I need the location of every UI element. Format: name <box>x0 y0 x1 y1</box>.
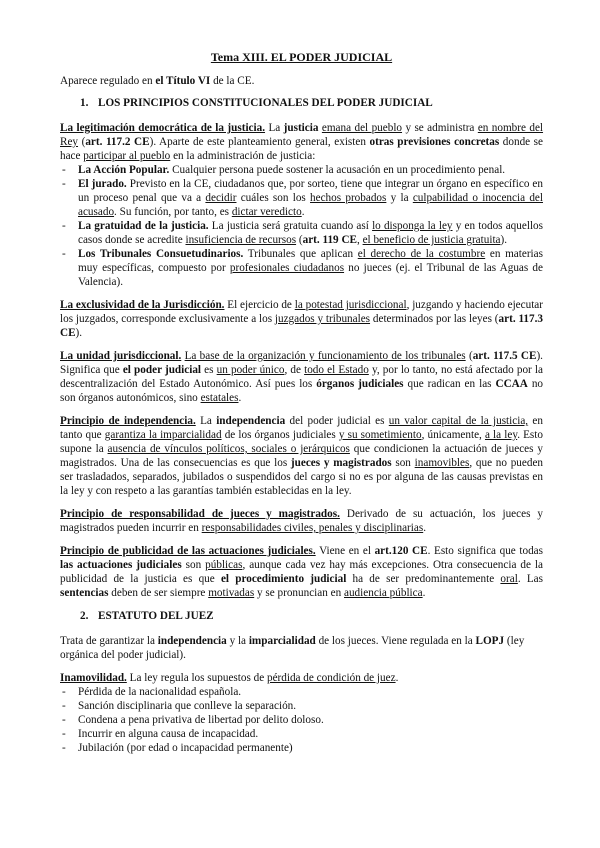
underlined-text: audiencia pública <box>344 587 423 599</box>
text: La justicia será gratuita cuando así <box>208 220 373 232</box>
text: ha de ser predominantemente <box>346 573 501 585</box>
underlined-text: ausencia de vínculos políticos, sociales o jerárquicos <box>107 443 350 455</box>
section-number: 2. <box>80 610 89 622</box>
underlined-text: juzgados y tribunales <box>274 313 371 325</box>
bold-text: las actuaciones judiciales <box>60 559 182 571</box>
bullet-dash: - <box>62 714 66 726</box>
text: , juzgando y haciendo ejecutar los juzgados, corresponde exclusivamente a los <box>60 299 544 325</box>
text: en tanto que <box>60 415 543 441</box>
underlined-text: motivadas <box>208 587 255 599</box>
inamovilidad-list <box>60 685 543 755</box>
underlined-text: decidir <box>205 192 237 204</box>
list-item <box>60 713 543 727</box>
list-item-heading: El jurado. <box>78 178 127 190</box>
text: y se administra <box>402 122 478 134</box>
bold-text: art. 117.5 CE <box>472 350 537 362</box>
text: ). <box>75 327 83 339</box>
underlined-text: La base de la organización y funcionamiento de los tribunales <box>184 350 466 362</box>
paragraph-heading: Principio de publicidad de las actuaciones judiciales. <box>60 545 316 557</box>
bullet-dash: - <box>62 728 66 740</box>
paragraph-responsabilidad <box>60 507 543 535</box>
text: La ley regula los supuestos de <box>126 672 267 684</box>
underlined-text: culpabilidad o inocencia del acusado <box>78 192 543 218</box>
underlined-text: hechos probados <box>310 192 387 204</box>
text: ( <box>465 350 473 362</box>
bold-text: independencia <box>216 415 286 427</box>
bold-text: CCAA <box>495 378 528 390</box>
text: donde se hace <box>60 136 543 162</box>
bold-text: jueces y magistrados <box>290 457 392 469</box>
list-item <box>60 685 543 699</box>
underlined-text: un poder único <box>216 364 285 376</box>
document-page <box>60 44 543 764</box>
text: del poder judicial es <box>285 415 389 427</box>
underlined-text: insuficiencia de recursos <box>185 234 297 246</box>
text: . Esto supone la <box>60 429 543 455</box>
paragraph-heading: La legitimación democrática de la justicia. <box>60 122 266 134</box>
bold-text: el procedimiento judicial <box>220 573 347 585</box>
bold-text: independencia <box>157 635 227 647</box>
text: La <box>195 415 217 427</box>
list-item-heading: La Acción Popular. <box>78 164 170 176</box>
list-item-accion-popular <box>60 163 543 177</box>
paragraph-heading: Principio de responsabilidad de jueces y magistrados. <box>60 508 340 520</box>
bullet-dash: - <box>62 164 66 176</box>
underlined-text: dictar veredicto <box>231 206 302 218</box>
bold-text: órganos judiciales <box>316 378 404 390</box>
text: Tribunales que aplican <box>243 248 358 260</box>
list-item-gratuidad <box>60 219 543 247</box>
text: Viene en el <box>315 545 375 557</box>
text: . Esto significa que todas <box>427 545 543 557</box>
text: en materias muy específicas, compuesto por <box>78 248 543 274</box>
list-item-text: Pérdida de la nacionalidad española. <box>78 686 242 698</box>
paragraph-independencia <box>60 414 543 498</box>
page-title: Tema XIII. EL PODER JUDICIAL <box>210 50 393 64</box>
text: Trata de garantizar la <box>60 635 158 647</box>
bullet-dash: - <box>62 248 66 260</box>
bold-text: el poder judicial <box>122 364 202 376</box>
list-item-tribunales <box>60 247 543 289</box>
bold-text: otras previsiones concretas <box>369 136 500 148</box>
text: ( <box>78 136 86 148</box>
underlined-text: garantiza la imparcialidad <box>104 429 222 441</box>
intro-text: Aparece regulado en <box>60 75 156 87</box>
list-item-text: Jubilación (por edad o incapacidad permanente) <box>78 742 293 754</box>
list-item-jurado <box>60 177 543 219</box>
underlined-text: un valor capital de la justicia, <box>388 415 529 427</box>
paragraph-publicidad <box>60 544 543 600</box>
text: , aunque cada vez hay más excepciones. Otra consecuencia de la publicidad de la justicia es que <box>60 559 543 585</box>
text: El ejercicio de <box>224 299 295 311</box>
text: . <box>423 522 426 534</box>
underlined-text: la potestad jurisdiccional <box>294 299 407 311</box>
list-item <box>60 699 543 713</box>
paragraph-inamovilidad <box>60 671 543 685</box>
text: La <box>265 122 284 134</box>
underlined-text: el beneficio de justicia gratuita <box>362 234 501 246</box>
text: no son órganos autonómicos, sino <box>60 378 544 404</box>
underlined-text: responsabilidades civiles, penales y disciplinarias <box>201 522 424 534</box>
paragraph-unidad <box>60 349 543 405</box>
paragraph-exclusividad <box>60 298 543 340</box>
paragraph-legitimacion <box>60 121 543 163</box>
text: . <box>238 392 242 404</box>
section-heading-estatuto <box>80 609 543 623</box>
list-item <box>60 741 543 755</box>
underlined-text: profesionales ciudadanos <box>229 262 345 274</box>
bold-text: art.120 CE <box>374 545 428 557</box>
underlined-text: estatales <box>200 392 239 404</box>
underlined-text: lo disponga la ley <box>372 220 453 232</box>
text: ). Significa que <box>60 350 543 376</box>
text: , que no pueden ser trasladados, separados, jubilados o suspendidos del cargo si no es por alguna de las causas previstas en la ley y con respeto a las garantías también establecidas en la ley. <box>60 457 544 497</box>
text: , de <box>284 364 305 376</box>
text: es <box>201 364 217 376</box>
text: , <box>357 234 363 246</box>
text: . Su función, por tanto, es <box>114 206 232 218</box>
text: en la administración de justicia: <box>170 150 316 162</box>
list-item-text: Sanción disciplinaria que conlleve la separación. <box>78 700 297 712</box>
text: , únicamente, <box>421 429 485 441</box>
text: Cualquier persona puede sostener la acusación en un procedimiento penal. <box>169 164 506 176</box>
intro-text-end: de la CE. <box>210 75 255 87</box>
section-heading-principios <box>80 96 543 110</box>
list-item-text: Incurrir en alguna causa de incapacidad. <box>78 728 259 740</box>
text: y la <box>386 192 413 204</box>
text: son <box>181 559 206 571</box>
text: ( <box>296 234 303 246</box>
text: determinados por las leyes ( <box>370 313 499 325</box>
bullet-dash: - <box>62 686 66 698</box>
bullet-dash: - <box>62 178 66 190</box>
text: de los jueces. Viene regulada en la <box>315 635 476 647</box>
text: y, por lo tanto, no está afectado por la descentralización del Estado Autonómico. Así pues los <box>60 364 544 390</box>
intro-paragraph <box>60 74 543 88</box>
underlined-text: a la ley <box>484 429 518 441</box>
list-item-heading: La gratuidad de la justicia. <box>78 220 209 232</box>
text: ). Aparte de este planteamiento general, existen <box>149 136 370 148</box>
underlined-text: y su sometimiento <box>338 429 422 441</box>
text: . <box>422 587 426 599</box>
underlined-text: inamovibles <box>414 457 470 469</box>
bold-text: sentencias <box>60 587 109 599</box>
text: (ley orgánica del poder judicial). <box>60 635 525 661</box>
text: ). <box>500 234 508 246</box>
section-title: LOS PRINCIPIOS CONSTITUCIONALES DEL PODER JUDICIAL <box>98 97 433 109</box>
list-item <box>60 727 543 741</box>
section-number: 1. <box>80 97 89 109</box>
text: deben de ser siempre <box>108 587 209 599</box>
bold-text: art. 119 CE <box>302 234 357 246</box>
text: . <box>395 672 399 684</box>
text: que radican en las <box>403 378 496 390</box>
text: . Las <box>517 573 543 585</box>
text: y la <box>226 635 249 647</box>
text: Derivado de su actuación, los jueces y magistrados pueden incurrir en <box>60 508 543 534</box>
bullet-dash: - <box>62 742 66 754</box>
underlined-text: en nombre del Rey <box>60 122 544 148</box>
text: . <box>301 206 305 218</box>
bullet-dash: - <box>62 700 66 712</box>
paragraph-heading: Principio de independencia. <box>60 415 196 427</box>
text: de los órganos judiciales <box>221 429 339 441</box>
bold-text: art. 117.3 CE <box>60 313 543 339</box>
text: no jueces (ej. el Tribunal de las Aguas de Valencia). <box>78 262 543 288</box>
text: y se pronuncian en <box>254 587 344 599</box>
section-title: ESTATUTO DEL JUEZ <box>98 610 214 622</box>
underlined-text: públicas <box>205 559 243 571</box>
bold-text: LOPJ <box>475 635 505 647</box>
bullet-dash: - <box>62 220 66 232</box>
text: Previsto en la CE, ciudadanos que, por sorteo, tiene que integrar un órgano en específico en un proceso penal que va a <box>78 178 543 204</box>
underlined-text: el derecho de la costumbre <box>357 248 486 260</box>
text: y en todos aquellos casos donde se acredite <box>78 220 544 246</box>
list-item-text: Condena a pena privativa de libertad por delito doloso. <box>78 714 324 726</box>
paragraph-heading: Inamovilidad. <box>60 672 127 684</box>
intro-bold: el Título VI <box>155 75 211 87</box>
bold-text: justicia <box>283 122 319 134</box>
paragraph-heading: La unidad jurisdiccional. <box>60 350 182 362</box>
legitimacion-list <box>60 163 543 289</box>
bold-text: art. 117.2 CE <box>85 136 150 148</box>
list-item-heading: Los Tribunales Consuetudinarios. <box>78 248 244 260</box>
paragraph-estatuto <box>60 634 543 662</box>
underlined-text: participar al pueblo <box>83 150 171 162</box>
underlined-text: oral <box>500 573 518 585</box>
text: cuáles son los <box>236 192 311 204</box>
paragraph-heading: La exclusividad de la Jurisdicción. <box>60 299 225 311</box>
underlined-text: pérdida de condición de juez <box>266 672 396 684</box>
text: son <box>391 457 415 469</box>
underlined-text: emana del pueblo <box>321 122 403 134</box>
bold-text: imparcialidad <box>248 635 316 647</box>
underlined-text: todo el Estado <box>304 364 369 376</box>
text: que condicionen la actuación de jueces y magistrados. Una de las consecuencias es que los <box>60 443 543 469</box>
